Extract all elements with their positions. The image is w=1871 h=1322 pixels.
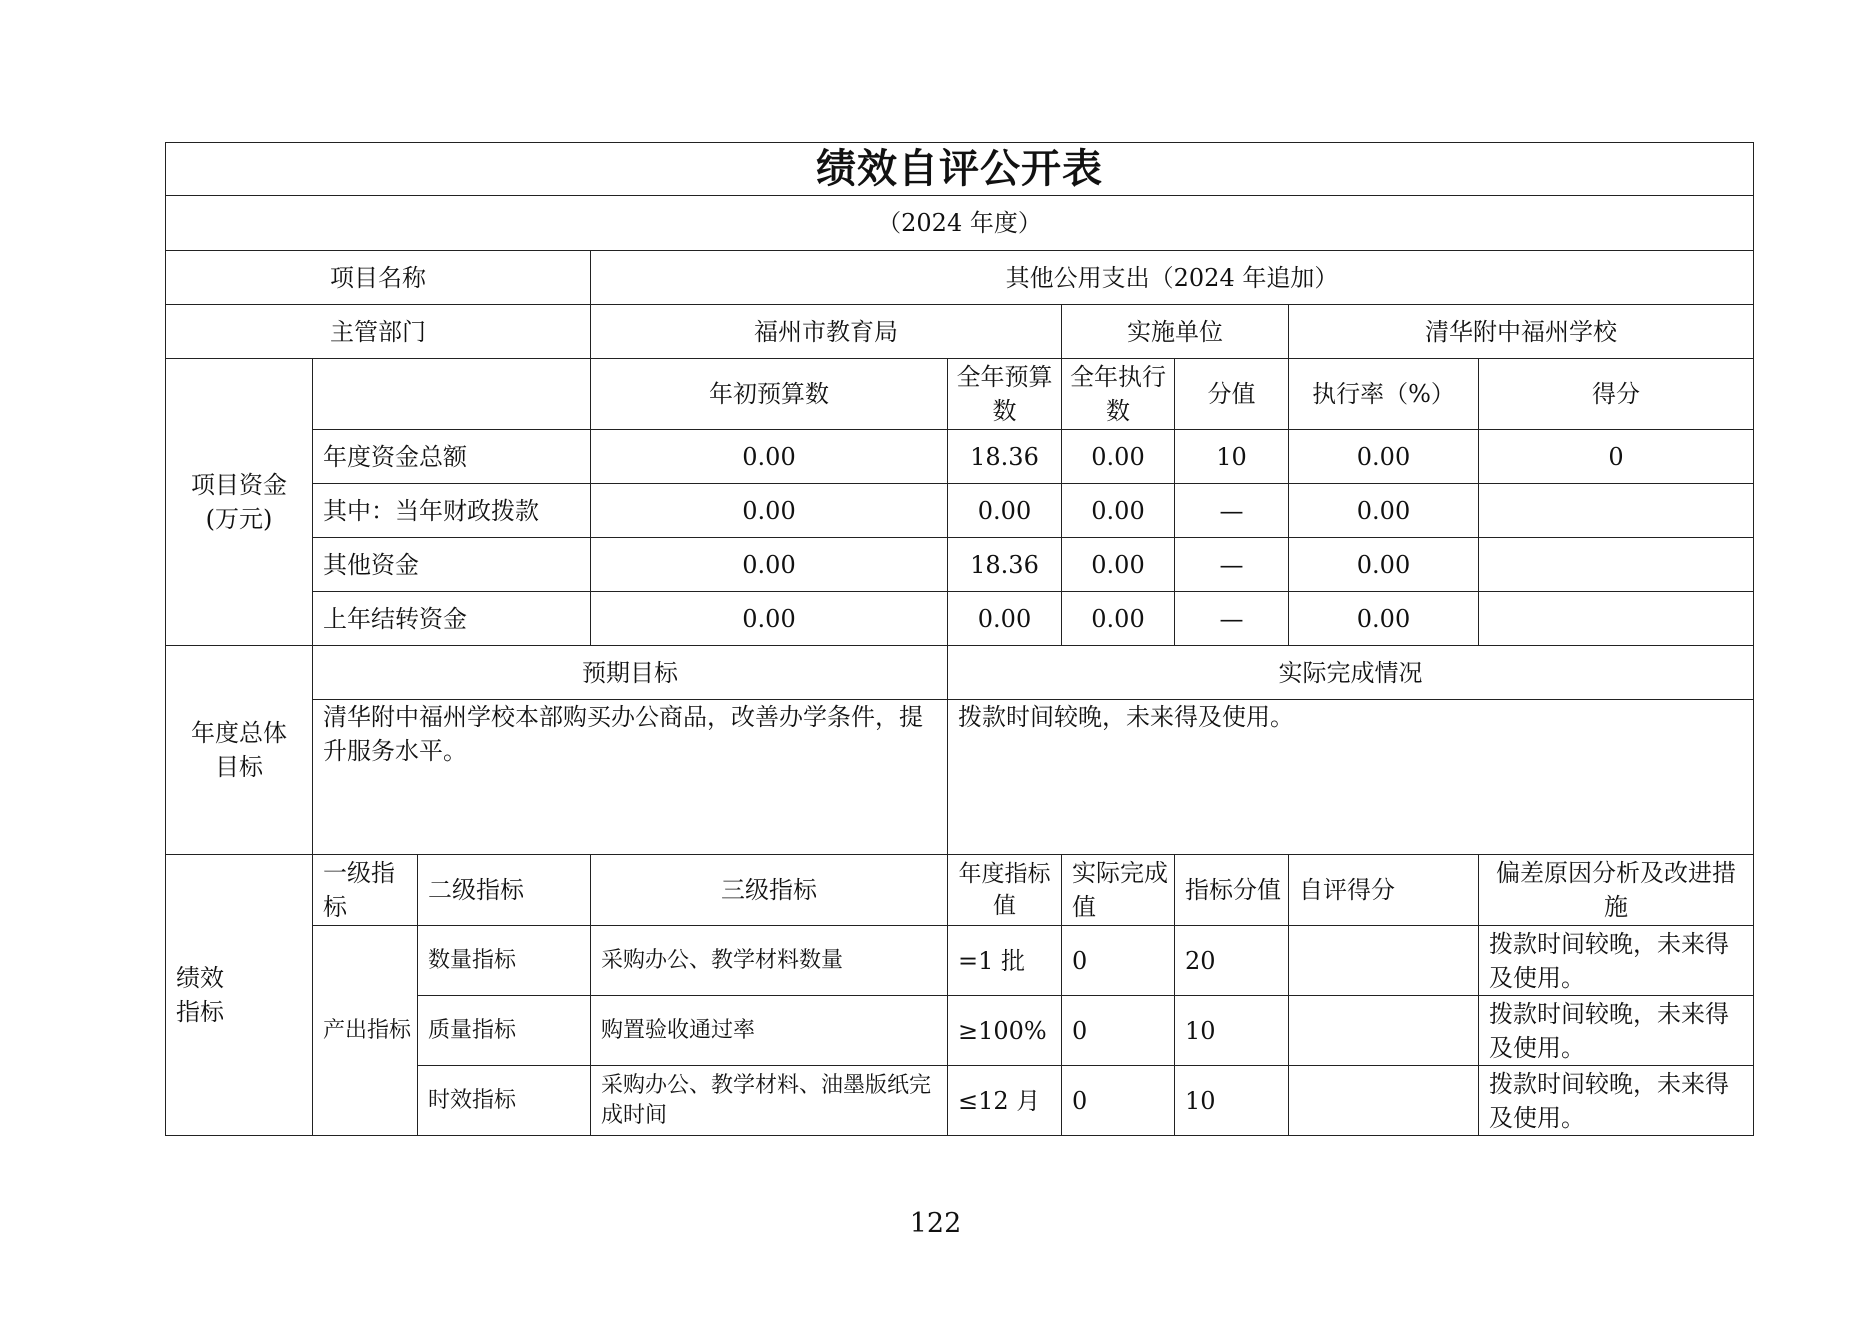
funds-header-full-budget: 全年预算数 <box>948 359 1062 430</box>
funds-row-score-value: — <box>1175 592 1289 646</box>
impl-unit-value: 清华附中福州学校 <box>1289 305 1754 359</box>
indicator-header-level3: 三级指标 <box>591 855 948 926</box>
project-name-value: 其他公用支出（2024 年追加） <box>591 251 1754 305</box>
funds-row-rate: 0.00 <box>1289 592 1479 646</box>
funds-row-score-value: — <box>1175 538 1289 592</box>
actual-completion-text: 拨款时间较晚，未来得及使用。 <box>948 700 1754 855</box>
funds-row-rate: 0.00 <box>1289 484 1479 538</box>
funds-header-initial: 年初预算数 <box>591 359 948 430</box>
funds-row-full-budget: 18.36 <box>948 538 1062 592</box>
indicator-self-score <box>1289 996 1479 1066</box>
indicator-target: =1 批 <box>948 926 1062 996</box>
indicator-level2: 数量指标 <box>418 926 591 996</box>
indicator-weight: 10 <box>1175 1066 1289 1136</box>
indicator-weight: 10 <box>1175 996 1289 1066</box>
indicator-self-score <box>1289 1066 1479 1136</box>
funds-row-initial: 0.00 <box>591 538 948 592</box>
funds-row-name: 其中：当年财政拨款 <box>313 484 591 538</box>
funds-row-score-value: — <box>1175 484 1289 538</box>
indicator-level1: 产出指标 <box>313 926 418 1136</box>
funds-row-full-budget: 0.00 <box>948 484 1062 538</box>
funds-row-full-budget: 18.36 <box>948 430 1062 484</box>
funds-row-initial: 0.00 <box>591 430 948 484</box>
indicator-level2: 质量指标 <box>418 996 591 1066</box>
indicator-level3: 购置验收通过率 <box>591 996 948 1066</box>
funds-row-rate: 0.00 <box>1289 538 1479 592</box>
indicator-target: ≥100% <box>948 996 1062 1066</box>
expected-goal-text: 清华附中福州学校本部购买办公商品，改善办学条件，提升服务水平。 <box>313 700 948 855</box>
page-number: 122 <box>909 1208 962 1239</box>
indicator-header-actual: 实际完成值 <box>1062 855 1175 926</box>
indicator-level2: 时效指标 <box>418 1066 591 1136</box>
project-name-label: 项目名称 <box>166 251 591 305</box>
dept-label: 主管部门 <box>166 305 591 359</box>
indicator-header-self-score: 自评得分 <box>1289 855 1479 926</box>
actual-completion-label: 实际完成情况 <box>948 646 1754 700</box>
indicator-target: ≤12 月 <box>948 1066 1062 1136</box>
funds-row-rate: 0.00 <box>1289 430 1479 484</box>
indicator-header-weight: 指标分值 <box>1175 855 1289 926</box>
indicator-header-level1: 一级指标 <box>313 855 418 926</box>
indicator-self-score <box>1289 926 1479 996</box>
funds-row-executed: 0.00 <box>1062 592 1175 646</box>
funds-header-rate: 执行率（%） <box>1289 359 1479 430</box>
indicator-header-level2: 二级指标 <box>418 855 591 926</box>
indicator-reason: 拨款时间较晚，未来得及使用。 <box>1479 926 1754 996</box>
funds-header-blank <box>313 359 591 430</box>
page-title: 绩效自评公开表 <box>166 143 1754 196</box>
funds-row-full-budget: 0.00 <box>948 592 1062 646</box>
impl-unit-label: 实施单位 <box>1062 305 1289 359</box>
indicator-actual: 0 <box>1062 926 1175 996</box>
funds-row-executed: 0.00 <box>1062 538 1175 592</box>
indicator-actual: 0 <box>1062 996 1175 1066</box>
funds-header-executed: 全年执行数 <box>1062 359 1175 430</box>
indicator-header-reason: 偏差原因分析及改进措施 <box>1479 855 1754 926</box>
indicator-level3: 采购办公、教学材料数量 <box>591 926 948 996</box>
dept-value: 福州市教育局 <box>591 305 1062 359</box>
indicator-header-target: 年度指标值 <box>948 855 1062 926</box>
performance-self-evaluation-table <box>165 142 1754 1136</box>
funds-row-score <box>1479 484 1754 538</box>
funds-row-score: 0 <box>1479 430 1754 484</box>
indicator-weight: 20 <box>1175 926 1289 996</box>
report-year: （2024 年度） <box>166 196 1754 251</box>
funds-section-label: 项目资金 (万元) <box>166 359 313 646</box>
indicator-level3: 采购办公、教学材料、油墨版纸完成时间 <box>591 1066 948 1136</box>
goals-section-label: 年度总体目标 <box>166 646 313 855</box>
funds-row-score <box>1479 538 1754 592</box>
funds-row-initial: 0.00 <box>591 592 948 646</box>
funds-row-executed: 0.00 <box>1062 430 1175 484</box>
funds-header-score: 得分 <box>1479 359 1754 430</box>
funds-row-name: 年度资金总额 <box>313 430 591 484</box>
funds-row-score-value: 10 <box>1175 430 1289 484</box>
funds-row-score <box>1479 592 1754 646</box>
funds-row-name: 其他资金 <box>313 538 591 592</box>
indicators-section-label: 绩效指标 <box>166 855 313 1136</box>
expected-goal-label: 预期目标 <box>313 646 948 700</box>
funds-row-executed: 0.00 <box>1062 484 1175 538</box>
indicator-reason: 拨款时间较晚，未来得及使用。 <box>1479 996 1754 1066</box>
indicator-reason: 拨款时间较晚，未来得及使用。 <box>1479 1066 1754 1136</box>
funds-row-initial: 0.00 <box>591 484 948 538</box>
funds-header-score-value: 分值 <box>1175 359 1289 430</box>
indicator-actual: 0 <box>1062 1066 1175 1136</box>
funds-row-name: 上年结转资金 <box>313 592 591 646</box>
